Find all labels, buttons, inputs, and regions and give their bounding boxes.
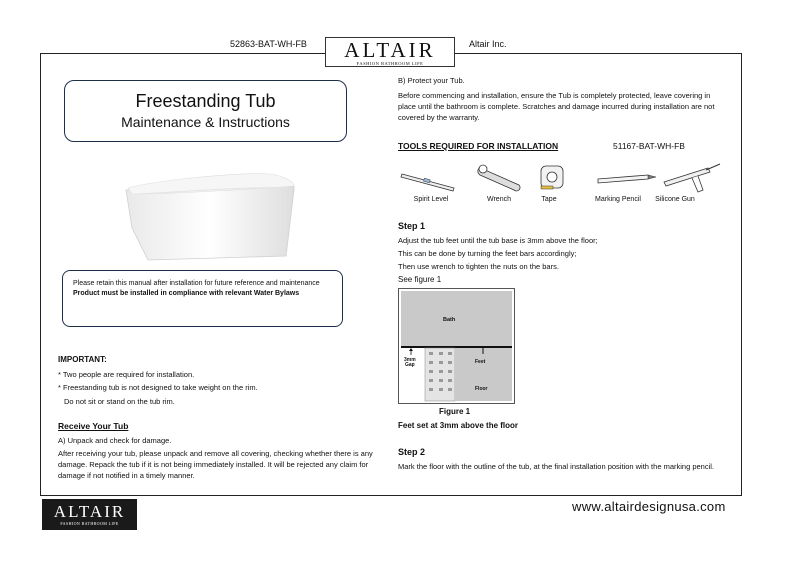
header-logo [325,37,455,67]
protect-title: B) Protect your Tub. [398,76,465,85]
logo-tagline: FASHION BATHROOM LIFE [356,61,424,66]
retain-notice [62,270,343,327]
tub-image [118,158,298,263]
footer-logo [42,499,137,530]
figure-caption: Figure 1 [439,407,471,416]
wrench-icon [478,165,520,191]
step2-body: Mark the floor with the outline of the tub, at the final installation position with the marking pencil. [398,462,715,471]
marking-pencil-icon [598,175,656,183]
gap-label: Gap [404,362,415,368]
figure-label-bath: Bath [443,317,456,323]
step1-line: Then use wrench to tighten the nuts on the bars. [398,262,559,271]
receive-title: Receive Your Tub [58,421,129,431]
tape-icon [541,166,563,189]
protect-body: Before commencing and installation, ensure the Tub is completely protected, leave covering in place until the bathroom is complete. Scratches and damage incurred during installation are not covered by the warranty. [398,91,715,122]
silicone-gun-icon [664,164,720,192]
figure-1 [398,288,515,404]
document-code: 52863-BAT-WH-FB [230,39,307,49]
important-title: IMPORTANT: [58,355,107,364]
tools-code: 51167-BAT-WH-FB [613,141,685,151]
spirit-level-icon [401,174,454,191]
tools-illustration [398,160,728,196]
important-item: * Freestanding tub is not designed to take weight on the rim. [58,383,258,392]
page-title: Freestanding Tub [135,91,276,111]
receive-body: After receiving your tub, please unpack and remove all covering, checking whether there is any damage. Repack the tub if it is not being immediately installed. It will be rejected any claim for damage if not notified in a timely manner. [58,449,373,480]
retain-notice-text: Please retain this manual after installation for future reference and maintenance [73,280,320,287]
figure-label-floor: Floor [475,386,488,392]
tool-label-spirit-level: Spirit Level [413,196,449,203]
tool-label-tape: Tape [541,196,557,203]
receive-step-a: A) Unpack and check for damage. [58,436,172,445]
step1-line: This can be done by turning the feet bars accordingly; [398,249,577,258]
bylaws-notice: Product must be installed in compliance with relevant Water Bylaws [73,290,300,297]
see-figure-note: See figure 1 [398,275,442,284]
figure-label-gap [404,358,416,368]
footer-logo-brand: ALTAIR [53,502,126,521]
tool-label-marking-pencil: Marking Pencil [595,196,641,203]
company-name: Altair Inc. [469,39,507,49]
page-subtitle: Maintenance & Instructions [121,114,290,130]
website-link[interactable]: www.altairdesignusa.com [572,499,726,514]
important-item: * Two people are required for installation. [58,370,195,379]
figure-note: Feet set at 3mm above the floor [398,421,519,430]
gap-value: 3mm [404,357,416,363]
logo-brand: ALTAIR [344,38,436,62]
step1-title: Step 1 [398,221,426,231]
figure-label-feet: Feet [475,359,486,365]
title-box [64,80,347,142]
step1-line: Adjust the tub feet until the tub base is 3mm above the floor; [398,236,598,245]
figure-1-drawing [399,289,514,403]
tool-label-wrench: Wrench [487,196,511,203]
important-item: Do not sit or stand on the tub rim. [64,397,175,406]
step2-title: Step 2 [398,447,426,457]
tools-title: TOOLS REQUIRED FOR INSTALLATION [398,141,559,151]
footer-logo-tagline: FASHION BATHROOM LIFE [60,521,119,526]
tool-label-silicone-gun: Silicone Gun [655,196,695,203]
